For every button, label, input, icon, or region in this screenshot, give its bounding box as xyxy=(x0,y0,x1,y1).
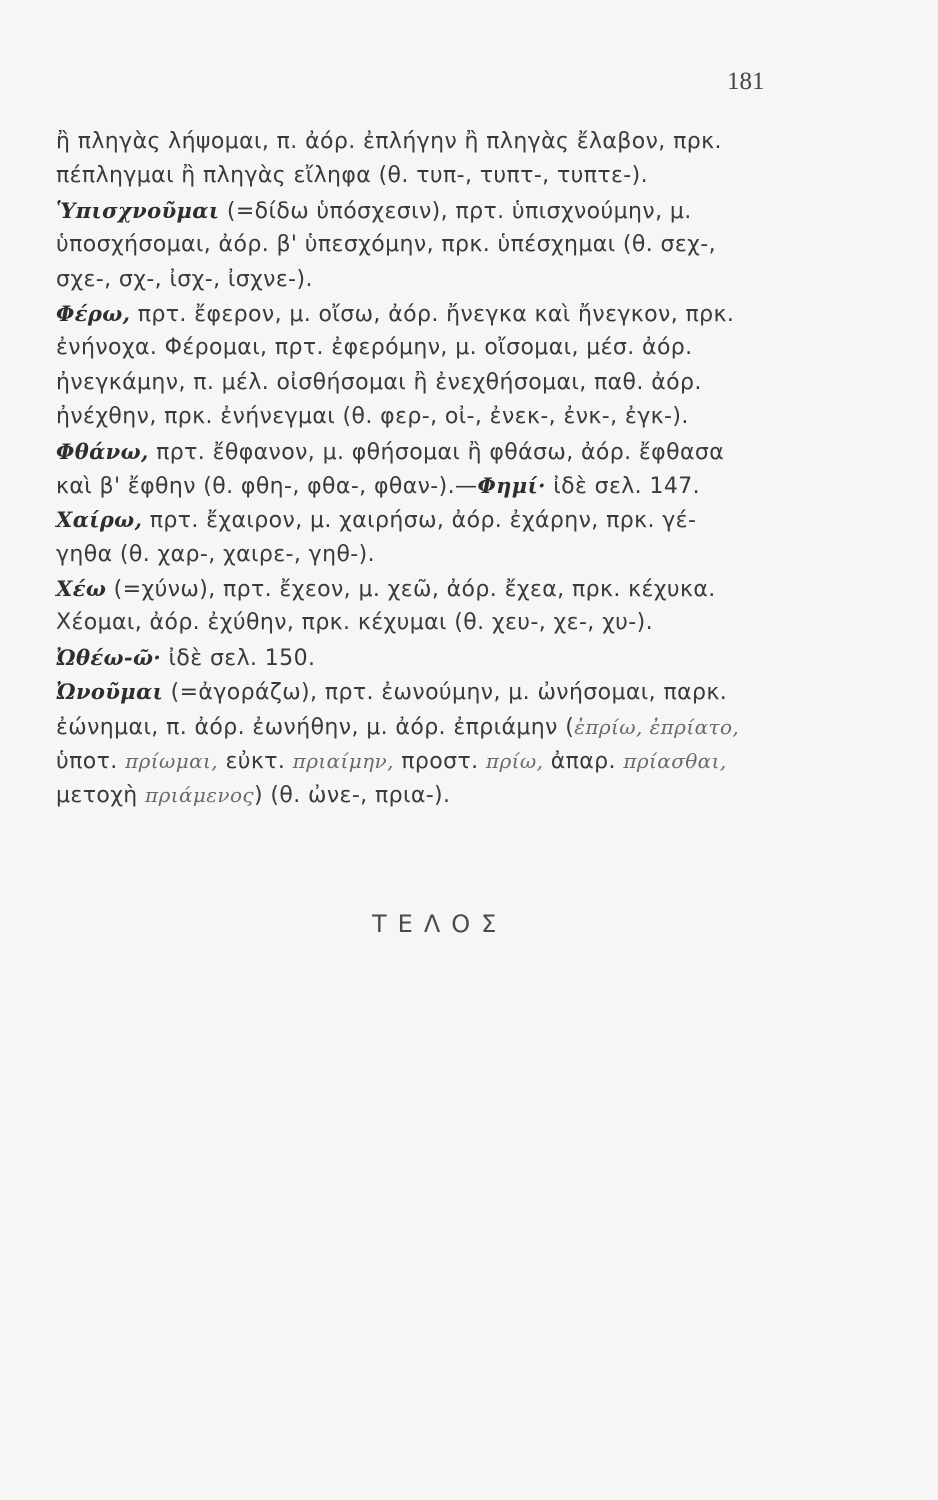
headword: Ὠνοῦμαι xyxy=(56,679,164,705)
headword: Ὑπισχνοῦμαι xyxy=(56,197,220,223)
headword: Χαίρω, xyxy=(56,507,143,533)
text-segment: ἠνεγκάμην, π. μέλ. οἰσθήσομαι ἢ ἐνεχθήσομαι, παθ. ἀόρ. xyxy=(56,369,702,395)
headword: Ὠθέω-ῶ· xyxy=(56,644,162,670)
headword: Φέρω, xyxy=(56,300,131,326)
text-segment: πρτ. ἔφερον, μ. οἴσω, ἀόρ. ἤνεγκα καὶ ἤνεγκον, πρκ. xyxy=(130,301,735,327)
end-word: ΤΕΛΟΣ xyxy=(372,910,508,938)
text-segment: καὶ β' ἔφθην (θ. φθη-, φθα-, φθαν-).— xyxy=(56,473,478,499)
text-segment: ὑποτ. xyxy=(56,749,126,775)
dictionary-text-block xyxy=(56,125,796,813)
text-line xyxy=(56,744,796,778)
text-line xyxy=(56,435,796,469)
text-segment: (=χύνω), πρτ. ἔχεον, μ. χεῶ, ἀόρ. ἔχεα, πρκ. κέχυκα. xyxy=(106,577,716,603)
text-segment: ἰδὲ σελ. 150. xyxy=(161,645,316,671)
text-segment: γηθα (θ. χαρ-, χαιρε-, γηθ-). xyxy=(56,541,376,567)
text-segment: ἀπαρ. xyxy=(543,749,624,775)
italic-form: πριάμενος xyxy=(145,783,255,808)
italic-form: ἐπρίω, ἐπρίατο, xyxy=(574,714,740,739)
text-line xyxy=(56,228,796,262)
text-line xyxy=(56,778,796,812)
text-line xyxy=(56,159,796,193)
text-line xyxy=(56,572,796,606)
text-segment: ἰδὲ σελ. 147. xyxy=(545,473,701,499)
text-segment: ἠνέχθην, πρκ. ἐνήνεγμαι (θ. φερ-, οἰ-, ἐνεκ-, ἐνκ-, ἐγκ-). xyxy=(56,404,689,430)
text-line xyxy=(56,469,796,503)
text-segment: ἐώνημαι, π. ἀόρ. ἐωνήθην, μ. ἀόρ. ἐπριάμην ( xyxy=(56,714,575,740)
italic-form: πρίασθαι, xyxy=(623,749,727,774)
text-line xyxy=(56,606,796,640)
headword: Χέω xyxy=(56,576,107,602)
text-line xyxy=(56,194,796,228)
text-line xyxy=(56,125,796,159)
headword: Φθάνω, xyxy=(56,438,149,464)
text-line xyxy=(56,263,796,297)
text-segment: μετοχὴ xyxy=(56,783,146,809)
text-line xyxy=(56,710,796,744)
text-line xyxy=(56,675,796,709)
text-segment: (=δίδω ὑπόσχεσιν), πρτ. ὑπισχνούμην, μ. xyxy=(219,198,692,224)
text-segment: πρτ. ἔχαιρον, μ. χαιρήσω, ἀόρ. ἐχάρην, πρκ. γέ- xyxy=(142,508,697,534)
text-segment: εὐκτ. xyxy=(218,749,293,775)
text-segment: ) (θ. ὠνε-, πρια-). xyxy=(254,783,451,809)
text-line xyxy=(56,366,796,400)
text-segment: πέπληγμαι ἢ πληγὰς εἴληφα (θ. τυπ-, τυπτ-, τυπτε-). xyxy=(56,163,649,189)
text-segment: ὑποσχήσομαι, ἀόρ. β' ὑπεσχόμην, πρκ. ὑπέσχημαι (θ. σεχ-, xyxy=(56,232,717,258)
text-line xyxy=(56,400,796,434)
page-number: 181 xyxy=(727,68,765,95)
text-segment: (=ἀγοράζω), πρτ. ἐωνούμην, μ. ὠνήσομαι, παρκ. xyxy=(163,680,728,706)
text-line xyxy=(56,331,796,365)
text-segment: πρτ. ἔθφανον, μ. φθήσομαι ἢ φθάσω, ἀόρ. ἔφθασα xyxy=(148,439,725,465)
text-line xyxy=(56,641,796,675)
text-line xyxy=(56,503,796,537)
text-segment: ἐνήνοχα. Φέρομαι, πρτ. ἐφερόμην, μ. οἴσομαι, μέσ. ἀόρ. xyxy=(56,335,693,361)
italic-form: πριαίμην, xyxy=(292,749,394,774)
text-segment: σχε-, σχ-, ἰσχ-, ἰσχνε-). xyxy=(56,266,313,292)
italic-form: πρίω, xyxy=(485,749,544,774)
text-segment: ἢ πληγὰς λήψομαι, π. ἀόρ. ἐπλήγην ἢ πληγὰς ἔλαβον, πρκ. xyxy=(56,129,722,154)
text-segment: Χέομαι, ἀόρ. ἐχύθην, πρκ. κέχυμαι (θ. χευ-, χε-, χυ-). xyxy=(56,610,654,636)
text-line xyxy=(56,538,796,572)
italic-form: πρίωμαι, xyxy=(125,749,219,774)
headword: Φημί· xyxy=(477,472,546,498)
text-line xyxy=(56,297,796,331)
text-segment: προστ. xyxy=(393,749,486,775)
